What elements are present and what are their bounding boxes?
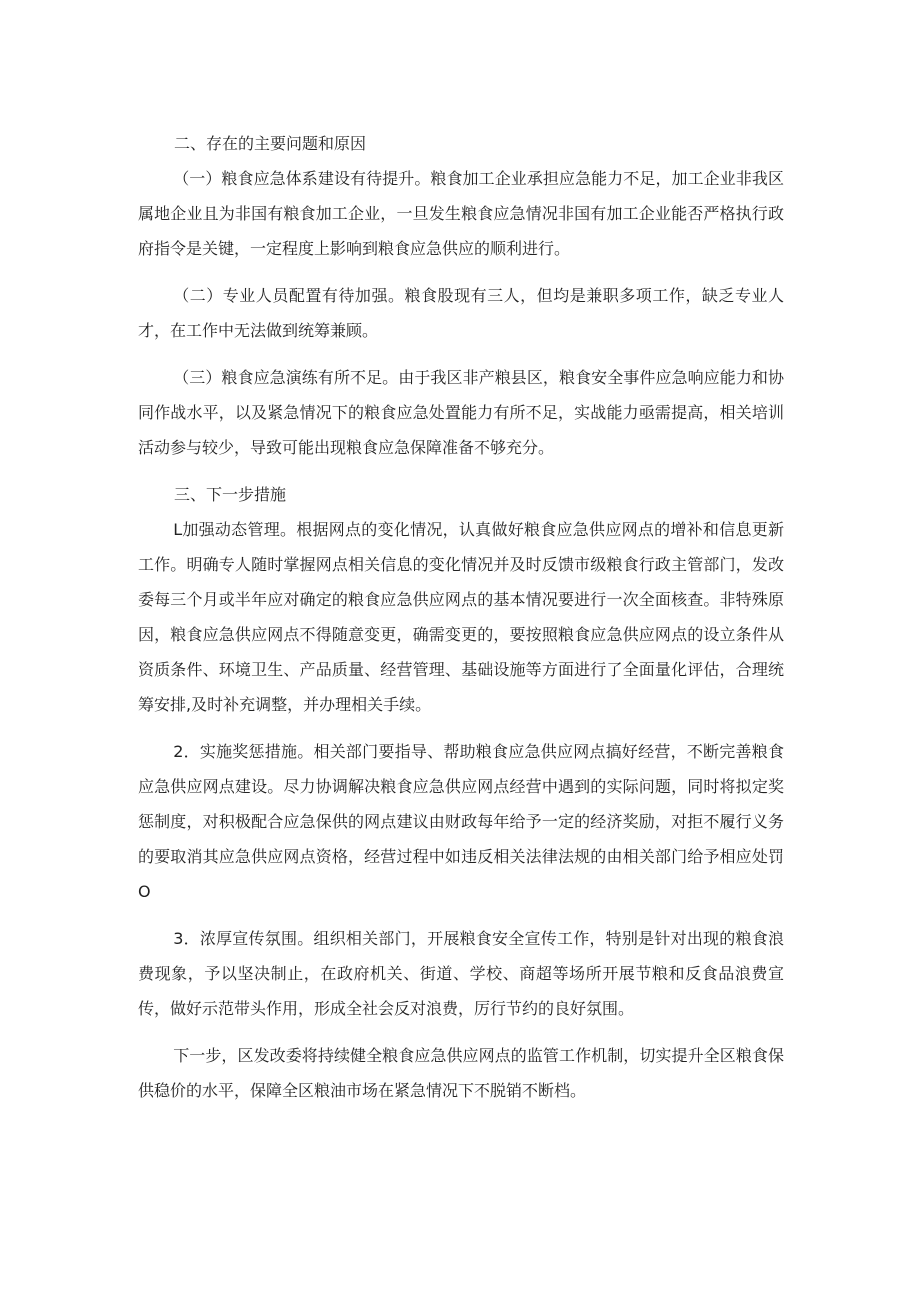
section-2-paragraph-3: （三）粮食应急演练有所不足。由于我区非产粮县区，粮食安全事件应急响应能力和协同作战水平，以及紧急情况下的粮食应急处置能力有所不足，实战能力亟需提高，相关培训活动参与较少，导致可能出现粮食应急保障准备不够充分。 [138, 368, 784, 457]
section-3-heading: 三、下一步措施 [174, 485, 287, 504]
section-3-item-3: 3．浓厚宣传氛围。组织相关部门，开展粮食安全宣传工作，特别是针对出现的粮食浪费现象，予以坚决制止，在政府机关、街道、学校、商超等场所开展节粮和反食品浪费宣传，做好示范带头作用，形成全社会反对浪费，厉行节约的良好氛围。 [138, 929, 784, 1018]
section-2-paragraph-2: （二）专业人员配置有待加强。粮食股现有三人，但均是兼职多项工作，缺乏专业人才，在工作中无法做到统筹兼顾。 [138, 286, 784, 340]
section-2-heading: 二、存在的主要问题和原因 [174, 134, 367, 153]
section-2-paragraph-1: （一）粮食应急体系建设有待提升。粮食加工企业承担应急能力不足，加工企业非我区属地企业且为非国有粮食加工企业，一旦发生粮食应急情况非国有加工企业能否严格执行政府指令是关键，一定程度上影响到粮食应急供应的顺利进行。 [138, 169, 784, 258]
section-3-item-1: L加强动态管理。根据网点的变化情况，认真做好粮食应急供应网点的增补和信息更新工作。明确专人随时掌握网点相关信息的变化情况并及时反馈市级粮食行政主管部门，发改委每三个月或半年应对确定的粮食应急供应网点的基本情况要进行一次全面核查。非特殊原因，粮食应急供应网点不得随意变更，确需变更的，要按照粮食应急供应网点的设立条件从资质条件、环境卫生、产品质量、经营管理、基础设施等方面进行了全面量化评估，合理统筹安排,及时补充调整，并办理相关手续。 [138, 520, 784, 714]
section-3-item-2: 2．实施奖惩措施。相关部门要指导、帮助粮食应急供应网点搞好经营，不断完善粮食应急供应网点建设。尽力协调解决粮食应急供应网点经营中遇到的实际问题，同时将拟定奖惩制度，对积极配合应急保供的网点建议由财政每年给予一定的经济奖励，对拒不履行义务的要取消其应急供应网点资格，经营过程中如违反相关法律法规的由相关部门给予相应处罚O [138, 742, 784, 901]
closing-paragraph: 下一步，区发改委将持续健全粮食应急供应网点的监管工作机制，切实提升全区粮食保供稳价的水平，保障全区粮油市场在紧急情况下不脱销不断档。 [138, 1046, 784, 1100]
document-body [138, 126, 784, 1118]
